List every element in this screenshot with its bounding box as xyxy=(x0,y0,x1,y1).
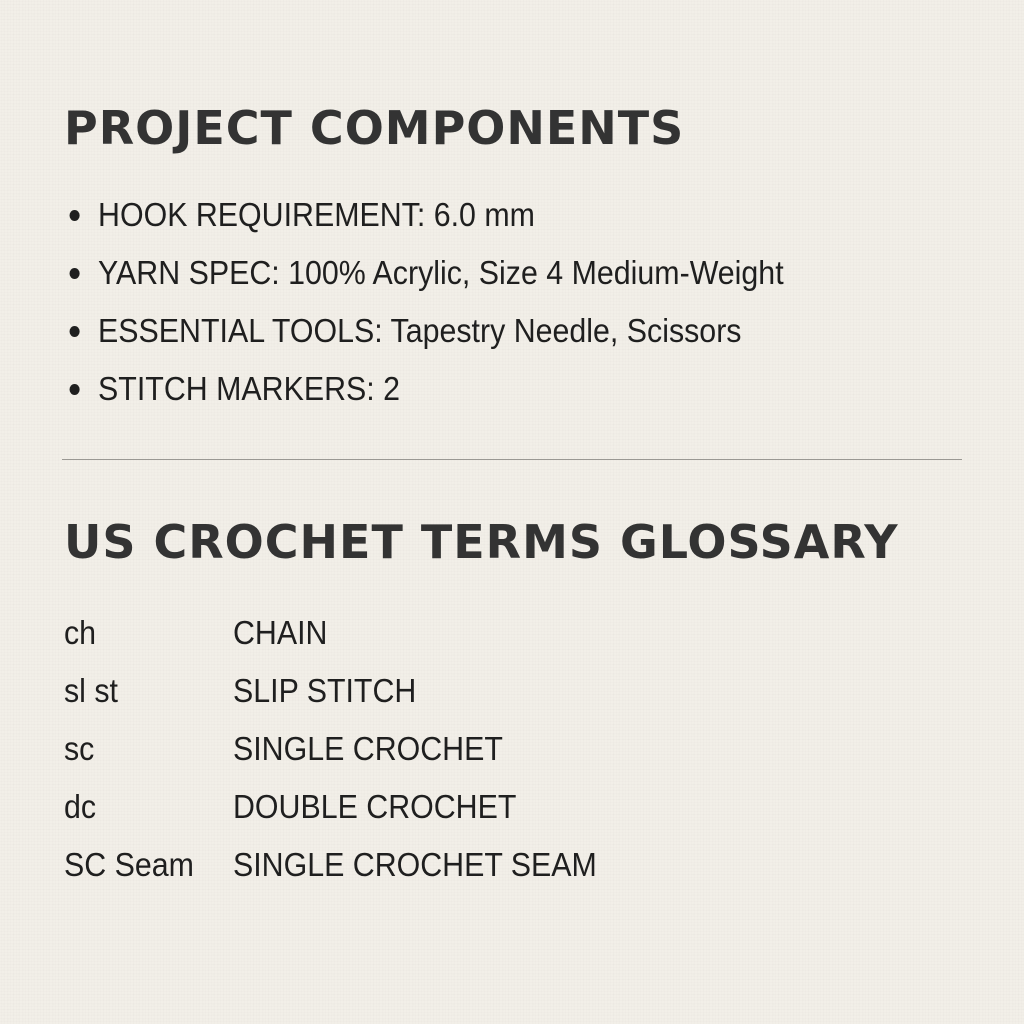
term-definition: SINGLE CROCHET xyxy=(233,730,503,767)
term-abbreviation: sl st xyxy=(64,672,118,709)
glossary-row xyxy=(64,604,628,662)
term-definition: SLIP STITCH xyxy=(233,672,417,709)
bullet-icon xyxy=(70,384,80,395)
term-abbreviation: SC Seam xyxy=(64,846,194,883)
term-definition: CHAIN xyxy=(233,614,328,651)
components-list xyxy=(64,186,846,418)
component-tools-text: ESSENTIAL TOOLS: Tapestry Needle, Scissors xyxy=(98,312,742,349)
term-definition: SINGLE CROCHET SEAM xyxy=(233,846,597,883)
list-item xyxy=(64,186,784,244)
glossary-row xyxy=(64,836,628,894)
list-item xyxy=(64,360,784,418)
section-divider xyxy=(62,459,962,460)
glossary-row xyxy=(64,662,628,720)
glossary-heading: US CROCHET TERMS GLOSSARY xyxy=(64,515,899,569)
term-abbreviation: ch xyxy=(64,614,97,651)
term-abbreviation: sc xyxy=(64,730,95,767)
bullet-icon xyxy=(70,268,80,279)
bullet-icon xyxy=(70,326,80,337)
term-definition: DOUBLE CROCHET xyxy=(233,788,517,825)
list-item xyxy=(64,302,784,360)
component-yarn-text: YARN SPEC: 100% Acrylic, Size 4 Medium-Weight xyxy=(98,254,784,291)
list-item xyxy=(64,244,784,302)
glossary-row xyxy=(64,778,628,836)
component-hook-text: HOOK REQUIREMENT: 6.0 mm xyxy=(98,196,535,233)
glossary-list xyxy=(64,604,628,894)
glossary-row xyxy=(64,720,628,778)
term-abbreviation: dc xyxy=(64,788,97,825)
component-markers-text: STITCH MARKERS: 2 xyxy=(98,370,401,407)
project-components-heading: PROJECT COMPONENTS xyxy=(64,101,685,155)
bullet-icon xyxy=(70,210,80,221)
